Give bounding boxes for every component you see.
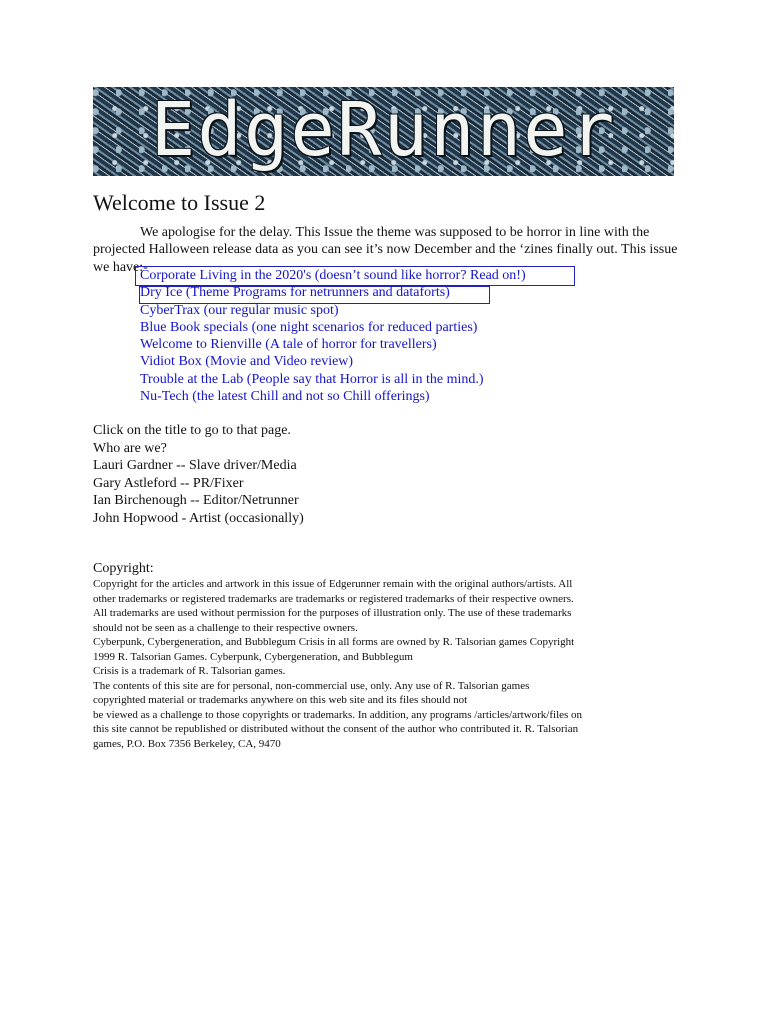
toc-item — [140, 388, 680, 405]
copyright-line: games, P.O. Box 7356 Berkeley, CA, 9470 — [93, 738, 281, 751]
toc-link-dry-ice[interactable]: Dry Ice (Theme Programs for netrunners and dataforts) — [140, 285, 450, 301]
toc-link-vidiot-box[interactable]: Vidiot Box (Movie and Video review) — [140, 354, 354, 370]
copyright-line: All trademarks are used without permission for the purposes of illustration only. The use of these trademarks — [93, 607, 572, 620]
copyright-line: other trademarks or registered trademarks are trademarks or registered trademarks of their respective owners. — [93, 592, 574, 605]
who-heading: Who are we? — [93, 440, 167, 456]
table-of-contents — [140, 267, 680, 405]
toc-item — [140, 371, 680, 388]
copyright-line: copyrighted material or trademarks anywhere on this web site and its files should not — [93, 694, 468, 707]
copyright-line: be viewed as a challenge to those copyrights or trademarks. In addition, any programs /articles/artwork/files on — [93, 708, 583, 721]
toc-item — [140, 319, 680, 336]
toc-item — [140, 267, 680, 284]
staff-line: Lauri Gardner -- Slave driver/Media — [93, 458, 297, 473]
copyright-line: The contents of this site are for personal, non-commercial use, only. Any use of R. Talsorian games — [93, 679, 530, 692]
copyright-line: 1999 R. Talsorian Games. Cyberpunk, Cybergeneration, and Bubblegum — [93, 650, 413, 663]
staff-line: Gary Astleford -- PR/Fixer — [93, 475, 244, 491]
toc-link-rienville[interactable]: Welcome to Rienville (A tale of horror for travellers) — [140, 337, 437, 353]
edgerunner-banner — [93, 87, 674, 176]
toc-link-trouble-at-lab[interactable]: Trouble at the Lab (People say that Horror is all in the mind.) — [140, 371, 484, 387]
staff-line: Ian Birchenough -- Editor/Netrunner — [93, 493, 299, 508]
copyright-line: this site cannot be republished or distributed without the consent of the author who contributed it. R. Talsorian — [93, 723, 579, 736]
toc-item — [140, 284, 680, 301]
toc-link-blue-book[interactable]: Blue Book specials (one night scenarios for reduced parties) — [140, 319, 478, 335]
copyright-line: Copyright for the articles and artwork in this issue of Edgerunner remain with the original authors/artists. All — [93, 578, 573, 590]
toc-link-cybertrax[interactable]: CyberTrax (our regular music spot) — [140, 302, 339, 318]
toc-item — [140, 336, 680, 353]
toc-item — [140, 353, 680, 370]
staff-line: John Hopwood - Artist (occasionally) — [93, 510, 304, 526]
toc-link-nu-tech[interactable]: Nu-Tech (the latest Chill and not so Chill offerings) — [140, 389, 430, 405]
copyright-notice — [93, 577, 687, 752]
about-section — [93, 422, 683, 527]
page-title: Welcome to Issue 2 — [93, 190, 266, 215]
toc-item — [140, 302, 680, 319]
copyright-heading: Copyright: — [93, 561, 154, 576]
copyright-line: Cyberpunk, Cybergeneration, and Bubblegum Crisis in all forms are owned by R. Talsorian games Copyright — [93, 636, 575, 649]
instructions-text: Click on the title to go to that page. — [93, 423, 291, 438]
toc-link-corporate-living[interactable]: Corporate Living in the 2020's (doesn’t sound like horror? Read on!) — [140, 268, 526, 283]
intro-paragraph: We apologise for the delay. This Issue the theme was supposed to be horror in line with the projected Halloween release data as you can see it’s now December and the ‘zines finally out. This issue we have:- — [93, 225, 678, 275]
copyright-line: Crisis is a trademark of R. Talsorian games. — [93, 665, 286, 678]
banner-title: EdgeRunner — [150, 87, 617, 173]
copyright-line: should not be seen as a challenge to their respective owners. — [93, 621, 358, 634]
